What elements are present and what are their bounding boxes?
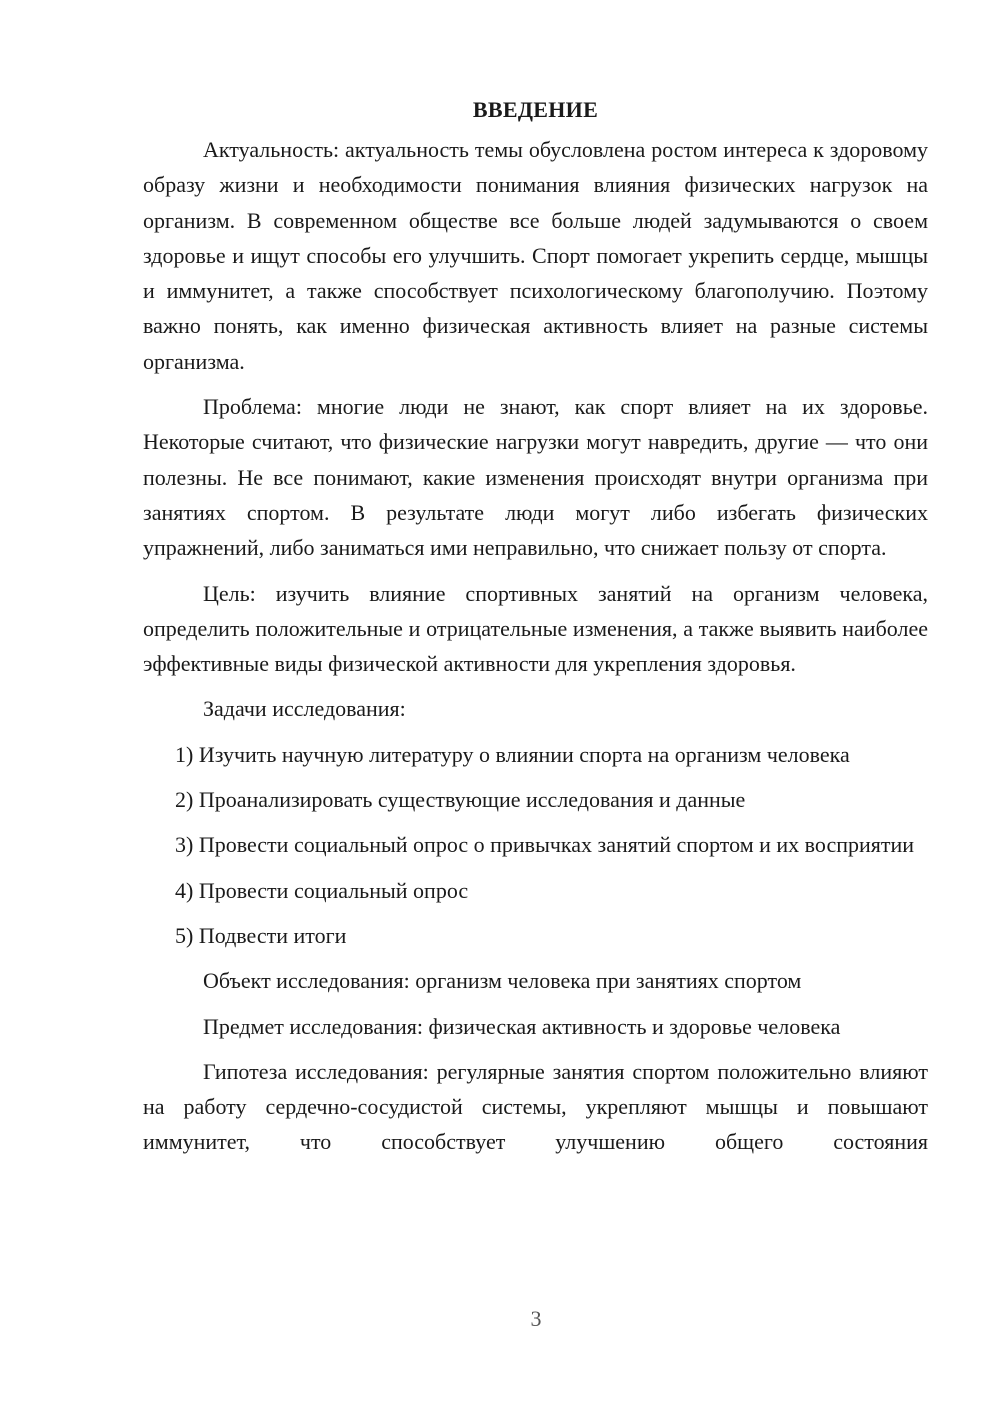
research-subject: Предмет исследования: физическая активность и здоровье человека <box>203 1013 841 1039</box>
page-number: 3 <box>530 1306 542 1331</box>
task-item-2: 2) Проанализировать существующие исследования и данные <box>175 787 746 813</box>
research-object: Объект исследования: организм человека при занятиях спортом <box>203 968 802 994</box>
paragraph-relevance: Актуальность: актуальность темы обусловлена ростом интереса к здоровому образу жизни и необходимости понимания влияния физических нагрузок на организм. В современном обществе все больше людей задумываются о своем здоровье и ищут способы его улучшить. Спорт помогает укрепить сердце, мышцы и иммунитет, а также способствует психологическому благополучию. Поэтому важно понять, как именно физическая активность влияет на разные системы организма. <box>143 137 928 374</box>
tasks-heading: Задачи исследования: <box>203 696 406 722</box>
document-page <box>143 92 928 1170</box>
task-item-1: 1) Изучить научную литературу о влиянии спорта на организм человека <box>175 741 850 767</box>
task-item-3: 3) Провести социальный опрос о привычках занятий спортом и их восприятии <box>175 832 915 858</box>
research-hypothesis: Гипотеза исследования: регулярные занятия спортом положительно влияют на работу сердечно-сосудистой системы, укрепляют мышцы и повышают иммунитет, что способствует улучшению общего состояния <box>143 1058 928 1155</box>
task-item-5: 5) Подвести итоги <box>175 922 347 948</box>
task-item-4: 4) Провести социальный опрос <box>175 877 469 903</box>
paragraph-problem: Проблема: многие люди не знают, как спорт влияет на их здоровье. Некоторые считают, что физические нагрузки могут навредить, другие — что они полезны. Не все понимают, какие изменения происходят внутри организма при занятиях спортом. В результате люди могут либо избегать физических упражнений, либо заниматься ими неправильно, что снижает пользу от спорта. <box>143 394 928 561</box>
section-title: ВВЕДЕНИЕ <box>472 97 599 122</box>
paragraph-goal: Цель: изучить влияние спортивных занятий на организм человека, определить положительные и отрицательные изменения, а также выявить наиболее эффективные виды физической активности для укрепления здоровья. <box>143 580 928 677</box>
